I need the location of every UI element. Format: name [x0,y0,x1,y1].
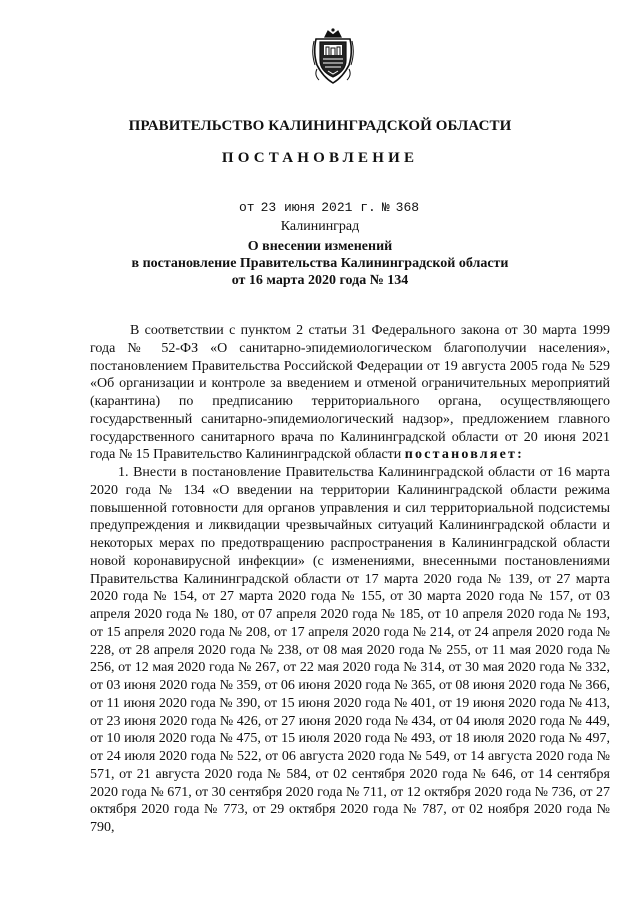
date-prefix: от [239,200,255,215]
subject-line-3: от 16 марта 2020 года № 134 [231,273,409,288]
date-year: 2021 г. [321,200,376,215]
preamble-paragraph [90,322,610,464]
document-body [90,322,610,837]
coat-of-arms-icon [311,27,355,85]
document-type: ПОСТАНОВЛЕНИЕ [221,150,419,166]
document-subject [0,238,640,289]
item-1-paragraph: 1. Внести в постановление Правительства Калининградской области от 16 марта 2020 года № 134 «О введении на территории Калининградской области режима повышенной готовности для органов управления и сил территориальной подсистемы предупреждения и ликвидации чрезвычайных ситуаций Калининградской области и некоторых мерах по предотвращению распространения в Калининградской области новой коронавирусной инфекции» (с изменениями, внесенными постановлениями Правительства Калининградской области от 17 марта 2020 года № 139, от 27 марта 2020 года № 154, от 27 марта 2020 года № 155, от 30 марта 2020 года № 157, от 03 апреля 2020 года № 180, от 07 апреля 2020 года № 185, от 10 апреля 2020 года № 193, от 15 апреля 2020 года № 208, от 17 апреля 2020 года № 214, от 24 апреля 2020 года № 228, от 28 апреля 2020 года № 238, от 08 мая 2020 года № 255, от 11 мая 2020 года № 256, от 12 мая 2020 года № 267, от 22 мая 2020 года № 314, от 30 мая 2020 года № 332, от 03 июня 2020 года № 359, от 06 июня 2020 года № 365, от 08 июня 2020 года № 366, от 11 июня 2020 года № 390, от 15 июня 2020 года № 401, от 19 июня 2020 года № 413, от 23 июня 2020 года № 426, от 27 июня 2020 года № 434, от 04 июля 2020 года № 449, от 10 июля 2020 года № 475, от 15 июля 2020 года № 493, от 18 июля 2020 года № 497, от 24 июля 2020 года № 522, от 06 августа 2020 года № 549, от 14 августа 2020 года № 571, от 21 августа 2020 года № 584, от 02 сентября 2020 года № 646, от 14 сентября 2020 года № 671, от 30 сентября 2020 года № 711, от 12 октября 2020 года № 736, от 27 октября 2020 года № 773, от 29 октября 2020 года № 787, от 02 ноября 2020 года № 790, [90,465,611,835]
decree-word: постановляет: [404,447,524,463]
city: Калининград [280,219,360,234]
document-number: 368 [395,200,420,215]
date-day-month: 23 июня [260,200,316,215]
subject-line-2: в постановление Правительства Калининградской области [131,256,509,271]
preamble-text: В соответствии с пунктом 2 статьи 31 Федерального закона от 30 марта 1999 года № 52-ФЗ «О санитарно-эпидемиологическом благополучии населения», постановлением Правительства Российской Федерации от 19 августа 2005 года № 529 «Об организации и контроле за введением и отменой ограничительных мероприятий (карантина) по предписанию территориального органа, осуществляющего государственный санитарно-эпидемиологический надзор», предложением главного государственного санитарного врача по Калининградской области от 20 июня 2021 года № 15 Правительство Калининградской области [90,323,610,463]
date-and-number [239,200,419,215]
subject-line-1: О внесении изменений [247,239,393,254]
government-name: ПРАВИТЕЛЬСТВО КАЛИНИНГРАДСКОЙ ОБЛАСТИ [128,118,512,134]
number-label: № [381,200,390,215]
